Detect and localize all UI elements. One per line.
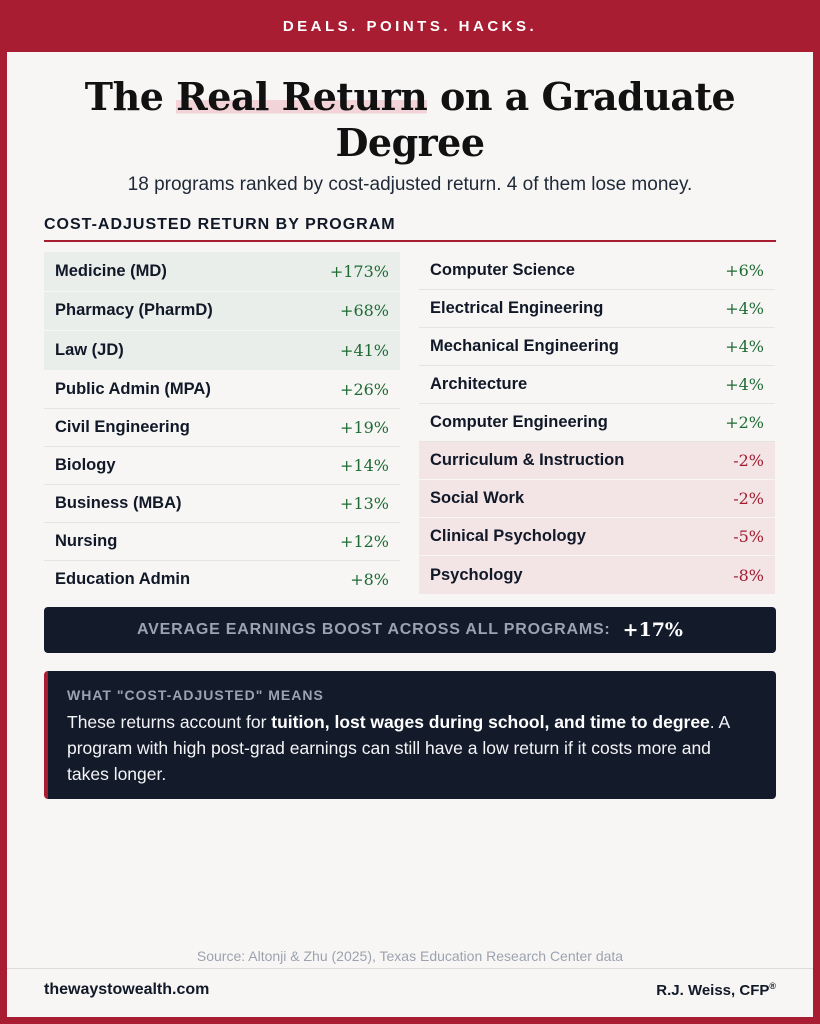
program-return-value: +173%: [329, 261, 389, 281]
program-return-value: +13%: [340, 493, 389, 513]
program-name: Public Admin (MPA): [55, 379, 211, 398]
program-name: Electrical Engineering: [430, 299, 604, 317]
program-name: Social Work: [430, 489, 525, 507]
program-row: [419, 556, 775, 594]
callout-body-post: . A program with high post-grad earnings can still have a low return if it costs more and takes longer.: [67, 712, 730, 784]
program-return-value: +4%: [725, 337, 764, 356]
callout-body: [67, 709, 754, 787]
program-name: Architecture: [430, 375, 528, 393]
program-row: [419, 366, 775, 404]
program-return-value: +12%: [340, 531, 389, 551]
program-name: Law (JD): [55, 340, 124, 359]
footer-author: [656, 981, 776, 999]
title-highlight: Real Return: [176, 74, 428, 119]
program-row: [44, 523, 400, 561]
page-title: [7, 74, 813, 166]
top-banner: DEALS. POINTS. HACKS.: [282, 17, 538, 35]
program-row: [44, 485, 400, 523]
program-row: [44, 371, 400, 409]
program-name: Pharmacy (PharmD): [55, 301, 213, 320]
program-return-value: +14%: [340, 455, 389, 475]
program-return-value: +19%: [340, 417, 389, 437]
author-name: R.J. Weiss, CFP: [656, 982, 770, 999]
source-citation: Source: Altonji & Zhu (2025), Texas Education Research Center data: [196, 948, 624, 964]
callout-body-pre: These returns account for: [67, 712, 272, 732]
program-row: [44, 331, 400, 371]
program-row: [44, 409, 400, 447]
program-row: [419, 328, 775, 366]
program-row: [419, 442, 775, 480]
program-name: Medicine (MD): [55, 261, 167, 280]
program-name: Computer Science: [430, 261, 575, 279]
title-pre: The: [84, 74, 177, 119]
program-return-value: +8%: [350, 570, 389, 589]
subtitle: 18 programs ranked by cost-adjusted return. 4 of them lose money.: [127, 174, 693, 195]
program-name: Civil Engineering: [55, 417, 190, 436]
program-return-value: -2%: [733, 489, 764, 508]
average-boost-bar: [44, 607, 776, 653]
average-label: AVERAGE EARNINGS BOOST ACROSS ALL PROGRAMS:: [137, 621, 611, 638]
program-name: Mechanical Engineering: [430, 337, 619, 355]
program-row: [419, 252, 775, 290]
program-row: [44, 292, 400, 332]
program-return-value: -5%: [733, 527, 764, 546]
definition-callout: [44, 671, 776, 799]
title-post: on a Graduate Degree: [335, 74, 736, 165]
average-value: +17%: [622, 619, 683, 641]
program-column-right: [419, 252, 775, 594]
program-row: [44, 561, 400, 599]
program-return-value: +68%: [340, 301, 389, 321]
program-return-value: +4%: [725, 375, 764, 394]
program-row: [44, 447, 400, 485]
program-return-value: -2%: [733, 451, 764, 470]
program-row: [419, 518, 775, 556]
section-divider: [44, 240, 776, 242]
callout-body-bold: tuition, lost wages during school, and time to degree: [271, 712, 710, 732]
footer-divider: [7, 968, 813, 969]
program-name: Computer Engineering: [430, 413, 608, 431]
program-return-value: +4%: [725, 299, 764, 318]
program-name: Biology: [55, 455, 116, 474]
program-row: [419, 480, 775, 518]
footer-site: thewaystowealth.com: [44, 981, 210, 998]
program-name: Education Admin: [55, 570, 191, 588]
program-name: Clinical Psychology: [430, 527, 586, 545]
infographic-card: [7, 52, 813, 1017]
program-return-value: -8%: [733, 565, 764, 585]
program-return-value: +26%: [340, 379, 389, 399]
program-return-value: +6%: [725, 261, 764, 280]
registered-mark: ®: [769, 981, 776, 991]
program-row: [419, 404, 775, 442]
program-name: Curriculum & Instruction: [430, 451, 625, 469]
callout-title: WHAT "COST-ADJUSTED" MEANS: [67, 687, 324, 703]
program-column-left: [44, 252, 400, 599]
program-row: [44, 252, 400, 292]
section-title: COST-ADJUSTED RETURN BY PROGRAM: [44, 216, 396, 233]
program-name: Business (MBA): [55, 493, 182, 512]
program-name: Psychology: [430, 565, 523, 584]
program-name: Nursing: [55, 531, 118, 550]
program-row: [419, 290, 775, 328]
program-return-value: +41%: [340, 340, 389, 360]
program-return-value: +2%: [725, 413, 764, 432]
